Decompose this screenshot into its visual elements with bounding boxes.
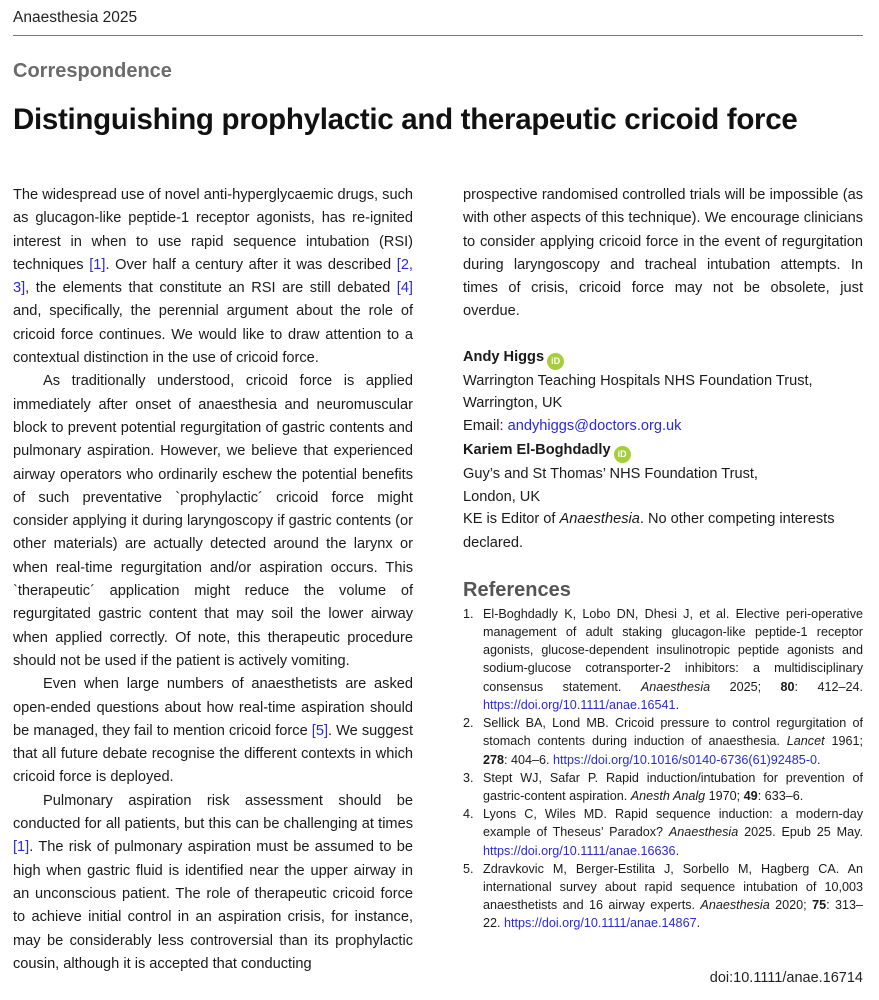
- right-column: [463, 184, 863, 933]
- left-column: [13, 184, 413, 976]
- reference-number: 1.: [463, 606, 474, 621]
- reference-item: [463, 714, 863, 769]
- reference-number: 2.: [463, 716, 474, 731]
- text-segment: Even when large numbers of anaesthetists are asked open-ended questions about how real-time aspiration should be managed, they fail to mention cricoid force: [13, 676, 413, 739]
- text-segment: 1961;: [824, 734, 863, 749]
- text-segment: KE is Editor of: [463, 511, 560, 528]
- paragraph-5: prospective randomised controlled trials will be impossible (as with other aspects of this technique). We encourage clinicians to consider applying cricoid force in the event of regurgitation during laryngoscopy and tracheal intubation attempts. In times of crisis, cricoid force may not be obsolete, just overdue.: [463, 187, 863, 320]
- paragraph-3: [13, 673, 413, 789]
- author-affiliation: Warrington Teaching Hospitals NHS Foundation Trust,: [463, 372, 813, 389]
- paragraph-2: [13, 370, 413, 673]
- text-segment: The widespread use of novel anti-hyperglycaemic drugs, such as glucagon-like peptide-1 receptor agonists, has re-ignited interest in when to use rapid sequence intubation (RSI) techniques: [13, 187, 413, 273]
- text-segment: : 404–6.: [504, 752, 554, 767]
- text-segment: Lyons C, Wiles MD. Rapid sequence induction: a modern-day example of Theseus’ Paradox?: [483, 807, 863, 840]
- email-link[interactable]: andyhiggs@doctors.org.uk: [507, 417, 682, 434]
- italic-text: Anaesthesia: [640, 679, 711, 694]
- citation-link[interactable]: [5]: [311, 722, 329, 739]
- running-head: Anaesthesia 2025: [13, 9, 138, 26]
- reference-item: [463, 769, 863, 805]
- author-affiliation: Guy’s and St Thomas’ NHS Foundation Trust,: [463, 466, 758, 483]
- citation-link[interactable]: https://doi.org/10.1111/anae.16541: [483, 697, 676, 712]
- citation-link[interactable]: [4]: [396, 280, 413, 297]
- orcid-icon[interactable]: iD: [547, 353, 564, 370]
- email-label: Email:: [463, 417, 508, 434]
- italic-text: Anaesthesia: [700, 898, 770, 913]
- text-segment: El-Boghdadly K, Lobo DN, Dhesi J, et al. Elective peri-operative management of adult staking glucagon-like peptide-1 receptor agonists, glucose-dependent insulinotropic peptide agonists and sodium-glucose cotransporter-2 inhibitors: a multidisciplinary consensus statement.: [483, 606, 863, 694]
- bold-text: 49: [743, 788, 758, 803]
- text-segment: Zdravkovic M, Berger-Estilita J, Sorbello M, Hagberg CA. An international survey about rapid sequence intubation of 10,003 anaesthetists and 16 airway experts.: [483, 861, 863, 913]
- reference-number: 5.: [463, 861, 474, 876]
- article-title: Distinguishing prophylactic and therapeutic cricoid force: [13, 103, 798, 136]
- text-segment: 2025;: [710, 679, 781, 694]
- reference-item: [463, 605, 863, 714]
- reference-number: 4.: [463, 807, 474, 822]
- author-affiliation: Warrington, UK: [463, 395, 563, 412]
- text-segment: Sellick BA, Lond MB. Cricoid pressure to control regurgitation of stomach contents during induction of anaesthesia.: [483, 716, 863, 749]
- text-segment: As traditionally understood, cricoid force is applied immediately after onset of anaesthesia and neuromuscular block to prevent potential regurgitation of gastric contents and pulmonary aspiration. However, we believe that experienced airway operators who ordinarily eschew the potential benefits of such preventative `prophylactic´ cricoid force might consider applying it during laryngoscopy if gastric contents (or other materials) are actually detected around the larynx or when real-time regurgitation and/or aspiration occurs. This `therapeutic´ application might reduce the volume of regurgitated gastric content that may soil the lower airway when applied correctly. Of note, this therapeutic procedure should not be used if the patient is actively vomiting.: [13, 373, 413, 669]
- author-name: Kariem El-Boghdadly: [463, 442, 611, 459]
- citation-link[interactable]: https://doi.org/10.1016/s0140-6736(61)92485-0: [553, 752, 818, 767]
- bold-text: 75: [812, 898, 827, 913]
- italic-text: Anaesthesia: [668, 825, 739, 840]
- text-segment: .: [817, 752, 821, 767]
- text-segment: : 412–24.: [794, 679, 863, 694]
- citation-link[interactable]: https://doi.org/10.1111/anae.14867: [504, 916, 697, 931]
- text-segment: Stept WJ, Safar P. Rapid induction/intubation for prevention of gastric-content aspiration.: [483, 770, 863, 803]
- text-segment: 2025. Epub 25 May.: [738, 825, 863, 840]
- author-name: Andy Higgs: [463, 348, 545, 365]
- text-segment: 1970;: [705, 788, 744, 803]
- orcid-icon[interactable]: iD: [614, 446, 631, 463]
- text-segment: . We suggest that all future debate recognise the different contexts in which cricoid force is deployed.: [13, 722, 414, 786]
- italic-text: Anaesthesia: [559, 511, 640, 528]
- bold-text: 80: [780, 679, 795, 694]
- citation-link[interactable]: [2, 3]: [13, 256, 413, 297]
- text-segment: .: [696, 916, 701, 931]
- paragraph-4: [13, 790, 413, 976]
- text-segment: . Over half a century after it was described: [105, 256, 397, 273]
- italic-text: Anesth Analg: [630, 788, 706, 803]
- text-segment: . No other competing interests declared.: [463, 511, 835, 551]
- text-segment: : 633–6.: [757, 788, 804, 803]
- text-segment: .: [675, 843, 680, 858]
- reference-list: [463, 605, 863, 933]
- text-segment: .: [675, 697, 680, 712]
- section-label: Correspondence: [13, 60, 172, 82]
- text-segment: Pulmonary aspiration risk assessment should be conducted for all patients, but this can be challenging at times: [13, 792, 413, 833]
- paragraph-1: [13, 184, 413, 370]
- citation-link[interactable]: [1]: [13, 839, 30, 856]
- competing-interests: [463, 508, 863, 555]
- header-rule: [13, 35, 863, 36]
- article-doi: doi:10.1111/anae.16714: [709, 970, 863, 986]
- bold-text: 278: [483, 752, 505, 767]
- reference-number: 3.: [463, 770, 474, 785]
- author-affiliation: London, UK: [463, 488, 541, 505]
- references-heading: References: [463, 578, 571, 601]
- text-segment: . The risk of pulmonary aspiration must be assumed to be high when gastric fluid is identified near the upper airway in an unconscious patient. The role of therapeutic cricoid force to achieve initial control in an aspiration crisis, for instance, may be considerably less controversial than its prophylactic cousin, although it is accepted that conducting: [13, 839, 413, 972]
- text-segment: and, specifically, the perennial argument about the role of cricoid force continues. We would like to draw attention to a contextual distinction in the use of cricoid force.: [13, 303, 413, 367]
- text-segment: 2020;: [769, 898, 813, 913]
- text-segment: : 313–22.: [483, 898, 864, 931]
- reference-item: [463, 860, 863, 933]
- citation-link[interactable]: [1]: [89, 256, 106, 273]
- text-segment: , the elements that constitute an RSI are still debated: [25, 280, 397, 297]
- citation-link[interactable]: https://doi.org/10.1111/anae.16636: [483, 843, 676, 858]
- italic-text: Lancet: [786, 734, 825, 749]
- reference-item: [463, 805, 863, 860]
- author-block: [463, 346, 863, 509]
